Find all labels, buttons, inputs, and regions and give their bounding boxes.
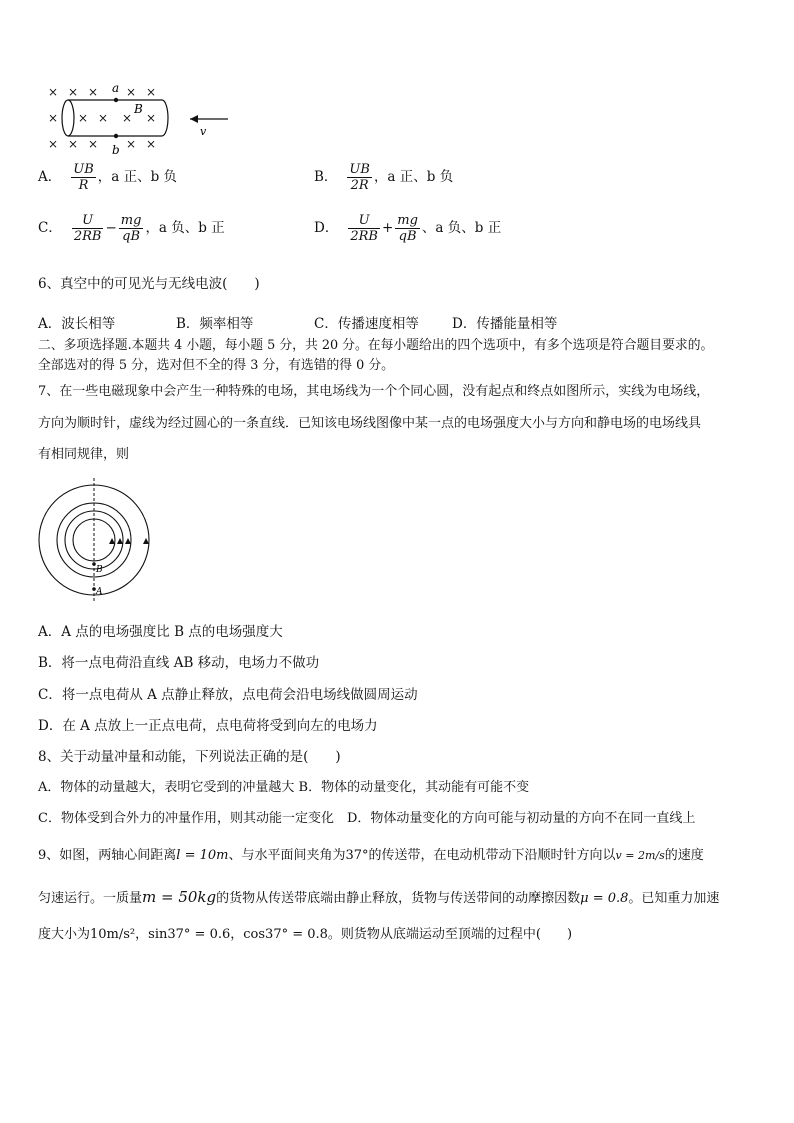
svg-text:×: × (122, 111, 133, 125)
svg-text:×: × (146, 85, 157, 99)
arrow-icon (125, 538, 131, 544)
q6-option-c[interactable]: C．传播速度相等 (314, 316, 419, 332)
q9-line-2: 匀速运行。一质量m = 50kg的货物从传送带底端由静止释放，货物与传送带间的动摩擦因数μ = 0.8。已知重力加速 (38, 888, 720, 906)
svg-text:×: × (68, 85, 79, 99)
q7-stem-2: 方向为顺时针，虚线为经过圆心的一条直线．已知该电场线图像中某一点的电场强度大小与方向和静电场的电场线具 (38, 416, 702, 431)
section2-instructions-1: 二、多项选择题.本题共 4 小题，每小题 5 分，共 20 分。在每小题给出的四个选项中，有多个选项是符合题目要求的。 (38, 338, 714, 353)
q5-option-d[interactable]: D． $\frac{U}{2RB}$ + $\frac{mg}{qB}$ 、a 负、b 正 (314, 213, 502, 244)
fraction: $\frac{UB}{R}$ (73, 162, 94, 193)
arrow-icon (117, 538, 123, 544)
velocity-arrow (190, 115, 228, 123)
q6-stem: 6、真空中的可见光与无线电波( ) (38, 276, 260, 292)
label-v: v (200, 125, 207, 138)
q7-figure (36, 478, 152, 608)
q7-stem-3: 有相同规律，则 (38, 447, 130, 462)
q5-option-b[interactable]: B． $\frac{UB}{2R}$ ，a 正、b 负 (314, 162, 454, 193)
q7-option-a[interactable]: A．A 点的电场强度比 B 点的电场强度大 (38, 624, 283, 640)
section2-instructions-2: 全部选对的得 5 分，选对但不全的得 3 分，有选错的得 0 分。 (38, 358, 394, 373)
fraction: $\frac{mg}{qB}$ (397, 213, 418, 244)
q6-option-d[interactable]: D．传播能量相等 (452, 316, 558, 332)
q5-option-c[interactable]: C． $\frac{U}{2RB}$ − $\frac{mg}{qB}$ ，a 负、b 正 (38, 213, 225, 244)
svg-text:×: × (98, 111, 109, 125)
q5-option-a[interactable]: A． $\frac{UB}{R}$ ，a 正、b 负 (38, 162, 178, 193)
q9-line-1: 9、如图，两轴心间距离l = 10m、与水平面间夹角为37°的传送带，在电动机带动下沿顺时针方向以v = 2m/s的速度 (38, 848, 704, 863)
q7-stem-1: 7、在一些电磁现象中会产生一种特殊的电场，其电场线为一个个同心圆，没有起点和终点如图所示，实线为电场线， (38, 384, 710, 399)
svg-text:×: × (126, 137, 137, 151)
arrow-icon (109, 538, 115, 544)
fraction: $\frac{mg}{qB}$ (120, 213, 142, 244)
q8-options-ab[interactable]: A．物体的动量越大，表明它受到的冲量越大 B．物体的动量变化，其动能有可能不变 (38, 780, 530, 795)
fraction: $\frac{U}{2RB}$ (350, 213, 378, 244)
q5-figure (40, 80, 240, 156)
label-B: B (134, 102, 143, 116)
fraction: $\frac{U}{2RB}$ (73, 213, 102, 244)
fraction: $\frac{UB}{2R}$ (349, 162, 370, 193)
q6-option-a[interactable]: A．波长相等 (38, 316, 116, 332)
q7-option-d[interactable]: D．在 A 点放上一正点电荷，点电荷将受到向左的电场力 (38, 718, 378, 734)
svg-text:×: × (146, 137, 157, 151)
q9-line-3: 度大小为10m/s²，sin37° = 0.6，cos37° = 0.8。则货物从底端运动至顶端的过程中( ) (38, 927, 573, 942)
label-b: b (112, 143, 120, 156)
svg-text:×: × (88, 85, 99, 99)
svg-text:×: × (68, 137, 79, 151)
svg-text:×: × (126, 85, 137, 99)
q8-stem: 8、关于动量冲量和动能，下列说法正确的是( ) (38, 749, 341, 765)
arrow-icon (143, 538, 149, 544)
svg-text:×: × (48, 85, 59, 99)
q8-options-cd[interactable]: C．物体受到合外力的冲量作用，则其动能一定变化 D．物体动量变化的方向可能与初动量的方向不在同一直线上 (38, 811, 696, 826)
point-a (114, 98, 118, 102)
point-b (114, 134, 118, 138)
svg-text:×: × (88, 137, 99, 151)
q6-option-b[interactable]: B．频率相等 (176, 316, 254, 332)
label-B: B (96, 565, 103, 575)
svg-text:×: × (48, 137, 59, 151)
svg-text:×: × (146, 111, 157, 125)
q7-option-b[interactable]: B．将一点电荷沿直线 AB 移动，电场力不做功 (38, 655, 320, 671)
svg-text:×: × (78, 111, 89, 125)
label-a: a (112, 81, 120, 95)
label-A: A (96, 587, 103, 597)
svg-text:×: × (48, 111, 59, 125)
q7-option-c[interactable]: C．将一点电荷从 A 点静止释放，点电荷会沿电场线做圆周运动 (38, 687, 418, 703)
magnetic-field-crosses (48, 85, 156, 151)
